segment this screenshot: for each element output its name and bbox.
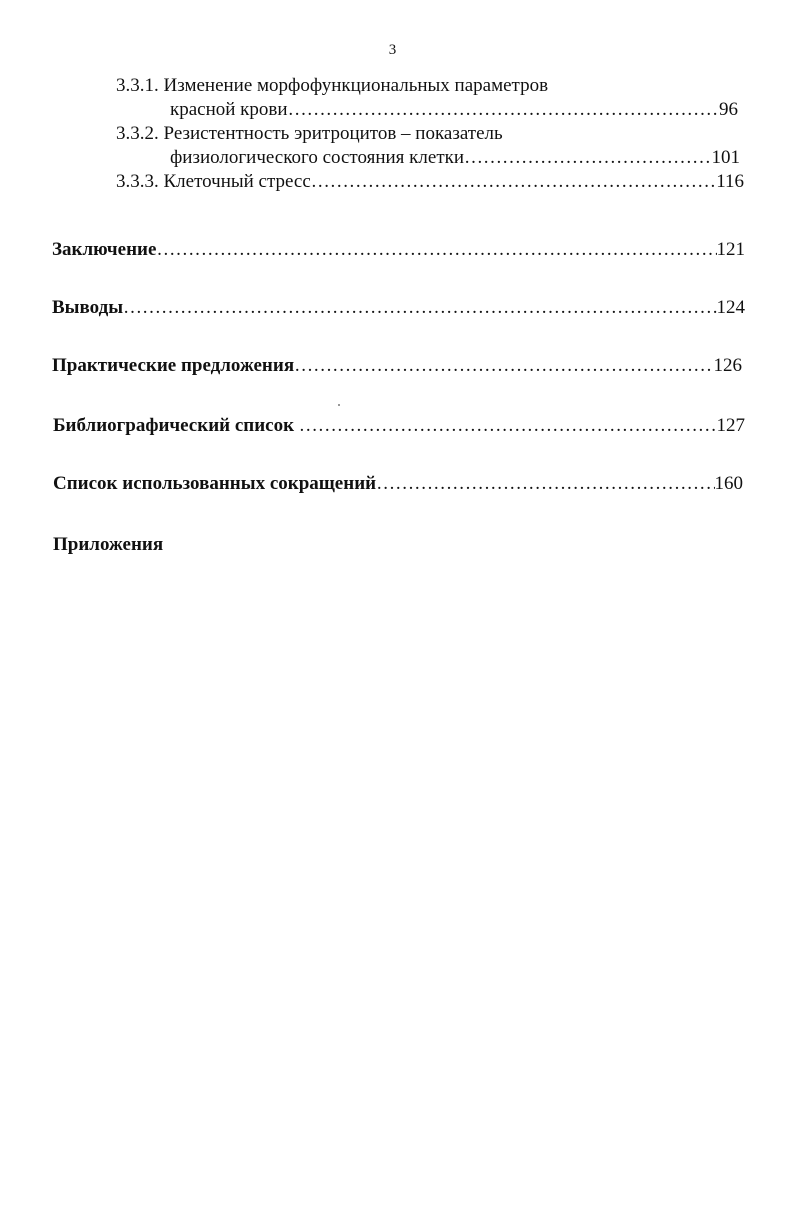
toc-entry-title: Библиографический список <box>53 415 299 436</box>
toc-subsection-title: Изменение морфофункциональных параметров <box>163 75 549 96</box>
toc-page-number: 160 <box>714 473 743 494</box>
toc-subsection-title-continued: красной крови <box>170 99 288 120</box>
toc-subsection-3-3-1-continuation[interactable] <box>170 98 738 122</box>
toc-entry-conclusion[interactable] <box>52 238 745 262</box>
toc-subsection-3-3-2-continuation[interactable] <box>170 146 740 170</box>
toc-entry-title: Заключение <box>52 239 157 260</box>
dot-leader <box>294 354 713 378</box>
dot-leader <box>464 146 711 170</box>
speck <box>338 404 340 406</box>
toc-entry-title: Приложения <box>53 534 164 555</box>
toc-entry-abbreviations[interactable] <box>53 472 743 496</box>
toc-entry-title: Выводы <box>52 297 124 318</box>
toc-page-number: 116 <box>716 171 744 192</box>
toc-subsection-3-3-1-heading[interactable] <box>116 74 548 98</box>
toc-entry-practical-proposals[interactable] <box>52 354 742 378</box>
toc-page-number: 124 <box>716 297 745 318</box>
dot-leader <box>299 414 717 438</box>
dot-leader <box>288 98 719 122</box>
toc-subsection-3-3-3[interactable] <box>116 170 744 194</box>
toc-page-number: 96 <box>719 99 738 120</box>
toc-subsection-title-continued: физиологического состояния клетки <box>170 147 465 168</box>
page-number: 3 <box>388 42 397 58</box>
toc-entry-title: Список использованных сокращений <box>53 473 377 494</box>
toc-subsection-number: 3.3.1. <box>116 75 159 96</box>
dot-leader <box>123 296 716 320</box>
toc-entry-findings[interactable] <box>52 296 745 320</box>
toc-page-number: 101 <box>711 147 740 168</box>
toc-entry-bibliography[interactable] <box>53 414 745 438</box>
toc-page-number: 127 <box>716 415 745 436</box>
toc-subsection-number: 3.3.3. <box>116 171 159 192</box>
toc-subsection-number: 3.3.2. <box>116 123 159 144</box>
toc-page-number: 121 <box>716 239 745 260</box>
dot-leader <box>156 238 716 262</box>
toc-subsection-title: Клеточный стресс <box>163 171 311 192</box>
toc-entry-title: Практические предложения <box>52 355 295 376</box>
toc-page-number: 126 <box>713 355 742 376</box>
toc-subsection-3-3-2-heading[interactable] <box>116 122 503 146</box>
toc-subsection-title: Резистентность эритроцитов – показатель <box>163 123 503 144</box>
dot-leader <box>376 472 714 496</box>
toc-entry-appendices[interactable] <box>53 533 163 557</box>
dot-leader <box>311 170 716 194</box>
